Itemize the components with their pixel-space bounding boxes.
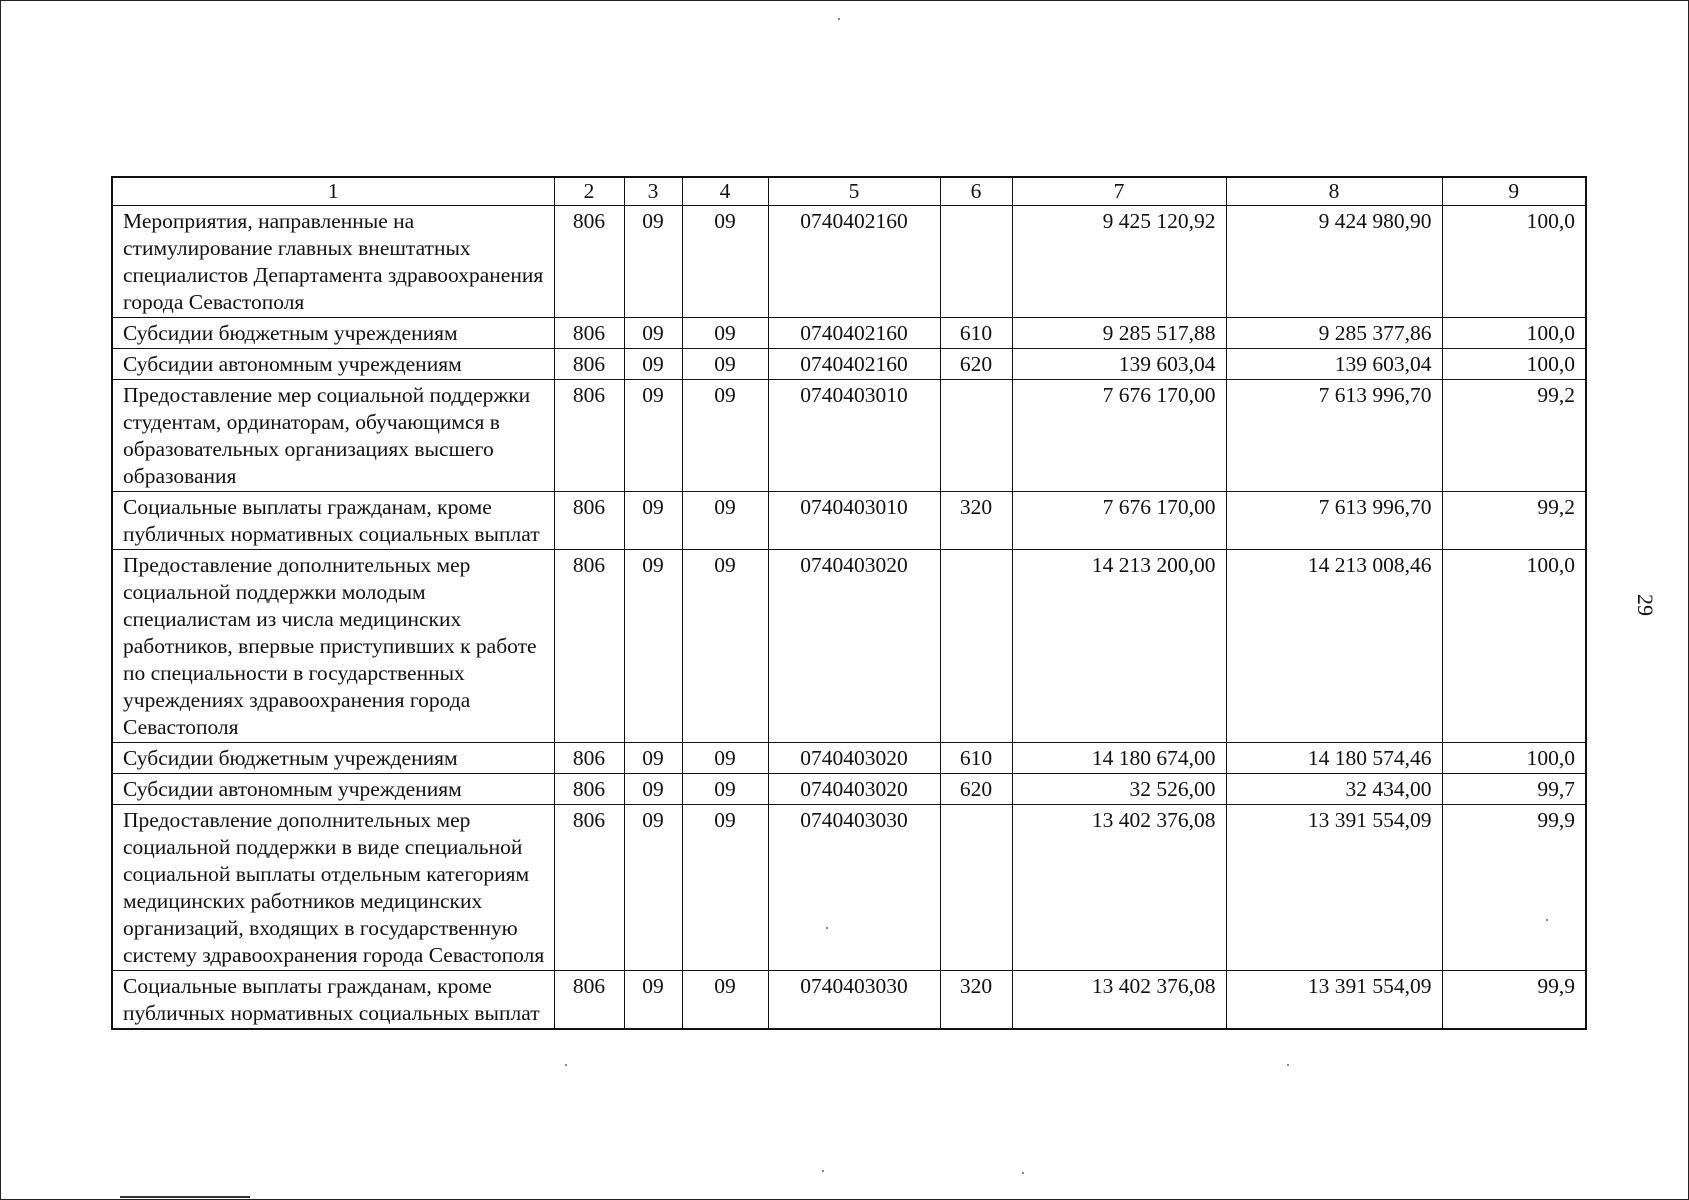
planned-amount-cell: 14 213 200,00 [1012, 550, 1226, 743]
scan-artifact-dot [1546, 919, 1548, 921]
ministry-code-cell: 806 [554, 743, 624, 774]
subsection-code-cell: 09 [682, 380, 768, 492]
page-number: 29 [1633, 594, 1658, 616]
planned-amount-cell: 14 180 674,00 [1012, 743, 1226, 774]
expense-type-cell: 620 [940, 349, 1012, 380]
scan-artifact-line [120, 1196, 250, 1198]
expense-type-cell [940, 550, 1012, 743]
expense-type-cell: 320 [940, 971, 1012, 1030]
execution-percent-cell: 100,0 [1442, 318, 1586, 349]
column-header: 4 [682, 177, 768, 206]
table-row [112, 774, 1586, 805]
execution-percent-cell: 99,9 [1442, 805, 1586, 971]
subsection-code-cell: 09 [682, 971, 768, 1030]
subsection-code-cell: 09 [682, 318, 768, 349]
executed-amount-cell: 9 285 377,86 [1226, 318, 1442, 349]
section-code-cell: 09 [624, 743, 682, 774]
ministry-code-cell: 806 [554, 550, 624, 743]
planned-amount-cell: 32 526,00 [1012, 774, 1226, 805]
expense-type-cell [940, 380, 1012, 492]
expense-name-cell: Субсидии бюджетным учреждениям [112, 743, 554, 774]
column-header: 3 [624, 177, 682, 206]
executed-amount-cell: 139 603,04 [1226, 349, 1442, 380]
expense-type-cell [940, 805, 1012, 971]
subsection-code-cell: 09 [682, 550, 768, 743]
budget-table [111, 176, 1587, 1030]
planned-amount-cell: 13 402 376,08 [1012, 971, 1226, 1030]
target-article-cell: 0740403010 [768, 380, 940, 492]
table-row [112, 492, 1586, 550]
subsection-code-cell: 09 [682, 774, 768, 805]
expense-type-cell: 610 [940, 318, 1012, 349]
section-code-cell: 09 [624, 774, 682, 805]
target-article-cell: 0740403030 [768, 805, 940, 971]
table-row [112, 550, 1586, 743]
execution-percent-cell: 100,0 [1442, 206, 1586, 318]
expense-name-cell: Предоставление дополнительных мер социальной поддержки молодым специалистам из числа медицинских работников, впервые приступивших к работе по специальности в государственных учреждениях здравоохранения города Севастополя [112, 550, 554, 743]
subsection-code-cell: 09 [682, 349, 768, 380]
target-article-cell: 0740403020 [768, 550, 940, 743]
execution-percent-cell: 99,2 [1442, 380, 1586, 492]
section-code-cell: 09 [624, 492, 682, 550]
execution-percent-cell: 99,9 [1442, 971, 1586, 1030]
subsection-code-cell: 09 [682, 743, 768, 774]
subsection-code-cell: 09 [682, 492, 768, 550]
target-article-cell: 0740403010 [768, 492, 940, 550]
expense-type-cell [940, 206, 1012, 318]
table-row [112, 805, 1586, 971]
expense-type-cell: 610 [940, 743, 1012, 774]
planned-amount-cell: 7 676 170,00 [1012, 492, 1226, 550]
ministry-code-cell: 806 [554, 492, 624, 550]
expense-name-cell: Социальные выплаты гражданам, кроме публичных нормативных социальных выплат [112, 971, 554, 1030]
table-row [112, 380, 1586, 492]
section-code-cell: 09 [624, 206, 682, 318]
expense-name-cell: Субсидии автономным учреждениям [112, 774, 554, 805]
table-row [112, 971, 1586, 1030]
executed-amount-cell: 7 613 996,70 [1226, 492, 1442, 550]
expense-name-cell: Предоставление дополнительных мер социальной поддержки в виде специальной социальной выплаты отдельным категориям медицинских работников медицинских организаций, входящих в государственную систему здравоохранения города Севастополя [112, 805, 554, 971]
scan-artifact-dot [565, 1064, 567, 1066]
table-body [112, 206, 1586, 1030]
subsection-code-cell: 09 [682, 805, 768, 971]
table-row [112, 318, 1586, 349]
ministry-code-cell: 806 [554, 380, 624, 492]
column-header: 6 [940, 177, 1012, 206]
header-row [112, 177, 1586, 206]
scan-artifact-dot [826, 927, 828, 929]
planned-amount-cell: 7 676 170,00 [1012, 380, 1226, 492]
expense-name-cell: Субсидии автономным учреждениям [112, 349, 554, 380]
section-code-cell: 09 [624, 805, 682, 971]
target-article-cell: 0740402160 [768, 349, 940, 380]
section-code-cell: 09 [624, 318, 682, 349]
target-article-cell: 0740403020 [768, 743, 940, 774]
column-header: 1 [112, 177, 554, 206]
column-header: 9 [1442, 177, 1586, 206]
executed-amount-cell: 9 424 980,90 [1226, 206, 1442, 318]
section-code-cell: 09 [624, 971, 682, 1030]
subsection-code-cell: 09 [682, 206, 768, 318]
scan-artifact-dot [838, 18, 840, 20]
execution-percent-cell: 99,7 [1442, 774, 1586, 805]
ministry-code-cell: 806 [554, 971, 624, 1030]
target-article-cell: 0740402160 [768, 206, 940, 318]
ministry-code-cell: 806 [554, 805, 624, 971]
expense-name-cell: Мероприятия, направленные на стимулирование главных внештатных специалистов Департамента здравоохранения города Севастополя [112, 206, 554, 318]
ministry-code-cell: 806 [554, 349, 624, 380]
column-header: 7 [1012, 177, 1226, 206]
execution-percent-cell: 99,2 [1442, 492, 1586, 550]
executed-amount-cell: 7 613 996,70 [1226, 380, 1442, 492]
planned-amount-cell: 9 425 120,92 [1012, 206, 1226, 318]
table-row [112, 206, 1586, 318]
ministry-code-cell: 806 [554, 318, 624, 349]
planned-amount-cell: 139 603,04 [1012, 349, 1226, 380]
ministry-code-cell: 806 [554, 774, 624, 805]
planned-amount-cell: 9 285 517,88 [1012, 318, 1226, 349]
table-row [112, 349, 1586, 380]
column-header: 8 [1226, 177, 1442, 206]
ministry-code-cell: 806 [554, 206, 624, 318]
scan-artifact-dot [822, 1170, 824, 1172]
executed-amount-cell: 14 213 008,46 [1226, 550, 1442, 743]
expense-name-cell: Субсидии бюджетным учреждениям [112, 318, 554, 349]
execution-percent-cell: 100,0 [1442, 743, 1586, 774]
column-header: 2 [554, 177, 624, 206]
section-code-cell: 09 [624, 380, 682, 492]
table-header [112, 177, 1586, 206]
planned-amount-cell: 13 402 376,08 [1012, 805, 1226, 971]
column-header: 5 [768, 177, 940, 206]
scan-artifact-dot [1022, 1172, 1024, 1174]
section-code-cell: 09 [624, 550, 682, 743]
executed-amount-cell: 13 391 554,09 [1226, 971, 1442, 1030]
target-article-cell: 0740403020 [768, 774, 940, 805]
execution-percent-cell: 100,0 [1442, 349, 1586, 380]
executed-amount-cell: 32 434,00 [1226, 774, 1442, 805]
target-article-cell: 0740402160 [768, 318, 940, 349]
expense-name-cell: Социальные выплаты гражданам, кроме публичных нормативных социальных выплат [112, 492, 554, 550]
section-code-cell: 09 [624, 349, 682, 380]
table-row [112, 743, 1586, 774]
target-article-cell: 0740403030 [768, 971, 940, 1030]
executed-amount-cell: 14 180 574,46 [1226, 743, 1442, 774]
executed-amount-cell: 13 391 554,09 [1226, 805, 1442, 971]
execution-percent-cell: 100,0 [1442, 550, 1586, 743]
expense-type-cell: 620 [940, 774, 1012, 805]
expense-name-cell: Предоставление мер социальной поддержки студентам, ординаторам, обучающимся в образовательных организациях высшего образования [112, 380, 554, 492]
expense-type-cell: 320 [940, 492, 1012, 550]
scan-artifact-dot [1287, 1064, 1289, 1066]
